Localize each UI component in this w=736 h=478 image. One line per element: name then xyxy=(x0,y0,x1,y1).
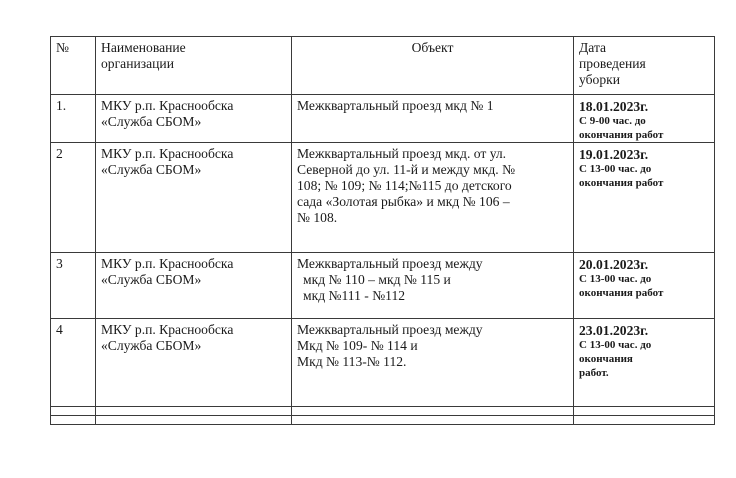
object-line: мкд № 110 – мкд № 115 и xyxy=(303,272,451,287)
org-line: «Служба СБОМ» xyxy=(101,114,202,129)
row-date xyxy=(574,253,715,319)
empty-cell xyxy=(292,416,574,425)
org-line: МКУ р.п. Краснообска xyxy=(101,146,234,161)
table-row xyxy=(51,253,715,319)
cleaning-time: окончания работ xyxy=(579,129,664,141)
empty-cell xyxy=(292,407,574,416)
header-date xyxy=(574,37,715,95)
empty-cell xyxy=(574,416,715,425)
row-date xyxy=(574,319,715,407)
row-num: 1. xyxy=(51,95,96,143)
header-date-line: проведения xyxy=(579,56,646,71)
cleaning-time: С 9-00 час. до xyxy=(579,115,646,127)
cleaning-time: С 13-00 час. до xyxy=(579,339,652,351)
cleaning-time: окончания xyxy=(579,353,633,365)
row-organization xyxy=(96,253,292,319)
row-object xyxy=(292,319,574,407)
cleaning-date: 18.01.2023г. xyxy=(579,99,649,114)
header-date-line: Дата xyxy=(579,40,607,55)
object-line: Северной до ул. 11-й и между мкд. № xyxy=(297,162,516,177)
org-line: «Служба СБОМ» xyxy=(101,162,202,177)
header-date-line: уборки xyxy=(579,72,621,87)
empty-cell xyxy=(96,416,292,425)
table-row xyxy=(51,143,715,253)
object-line: Межквартальный проезд между xyxy=(297,322,483,337)
table-header-row xyxy=(51,37,715,95)
row-num: 4 xyxy=(51,319,96,407)
object-line: мкд №111 - №112 xyxy=(303,288,406,303)
row-object xyxy=(292,253,574,319)
table-row xyxy=(51,95,715,143)
org-line: «Служба СБОМ» xyxy=(101,338,202,353)
row-organization xyxy=(96,319,292,407)
cleaning-time: С 13-00 час. до xyxy=(579,163,652,175)
row-date xyxy=(574,143,715,253)
row-object xyxy=(292,143,574,253)
cleaning-time: окончания работ xyxy=(579,287,664,299)
cleaning-schedule-table xyxy=(50,36,715,425)
cleaning-time: окончания работ xyxy=(579,177,664,189)
object-line: № 108. xyxy=(297,210,338,225)
org-line: МКУ р.п. Краснообска xyxy=(101,256,234,271)
header-organization xyxy=(96,37,292,95)
empty-cell xyxy=(96,407,292,416)
empty-cell xyxy=(51,416,96,425)
row-organization xyxy=(96,95,292,143)
object-line: Межквартальный проезд мкд № 1 xyxy=(297,98,494,113)
org-line: «Служба СБОМ» xyxy=(101,272,202,287)
row-organization xyxy=(96,143,292,253)
cleaning-date: 20.01.2023г. xyxy=(579,257,649,272)
empty-table-row xyxy=(51,407,715,416)
header-num: № xyxy=(51,37,96,95)
cleaning-date: 23.01.2023г. xyxy=(579,323,649,338)
row-date xyxy=(574,95,715,143)
org-line: МКУ р.п. Краснообска xyxy=(101,98,234,113)
cleaning-date: 19.01.2023г. xyxy=(579,147,649,162)
object-line: сада «Золотая рыбка» и мкд № 106 – xyxy=(297,194,510,209)
empty-cell xyxy=(51,407,96,416)
row-num: 2 xyxy=(51,143,96,253)
header-org-line: Наименование xyxy=(101,40,186,55)
header-org-line: организации xyxy=(101,56,174,71)
cleaning-time: С 13-00 час. до xyxy=(579,273,652,285)
object-line: Мкд № 113-№ 112. xyxy=(297,354,407,369)
table-row xyxy=(51,319,715,407)
object-line: 108; № 109; № 114;№115 до детского xyxy=(297,178,512,193)
object-line: Межквартальный проезд мкд. от ул. xyxy=(297,146,507,161)
empty-cell xyxy=(574,407,715,416)
object-line: Мкд № 109- № 114 и xyxy=(297,338,418,353)
cleaning-time: работ. xyxy=(579,367,609,379)
row-object xyxy=(292,95,574,143)
header-object: Объект xyxy=(292,37,574,95)
org-line: МКУ р.п. Краснообска xyxy=(101,322,234,337)
empty-table-row xyxy=(51,416,715,425)
object-line: Межквартальный проезд между xyxy=(297,256,483,271)
row-num: 3 xyxy=(51,253,96,319)
